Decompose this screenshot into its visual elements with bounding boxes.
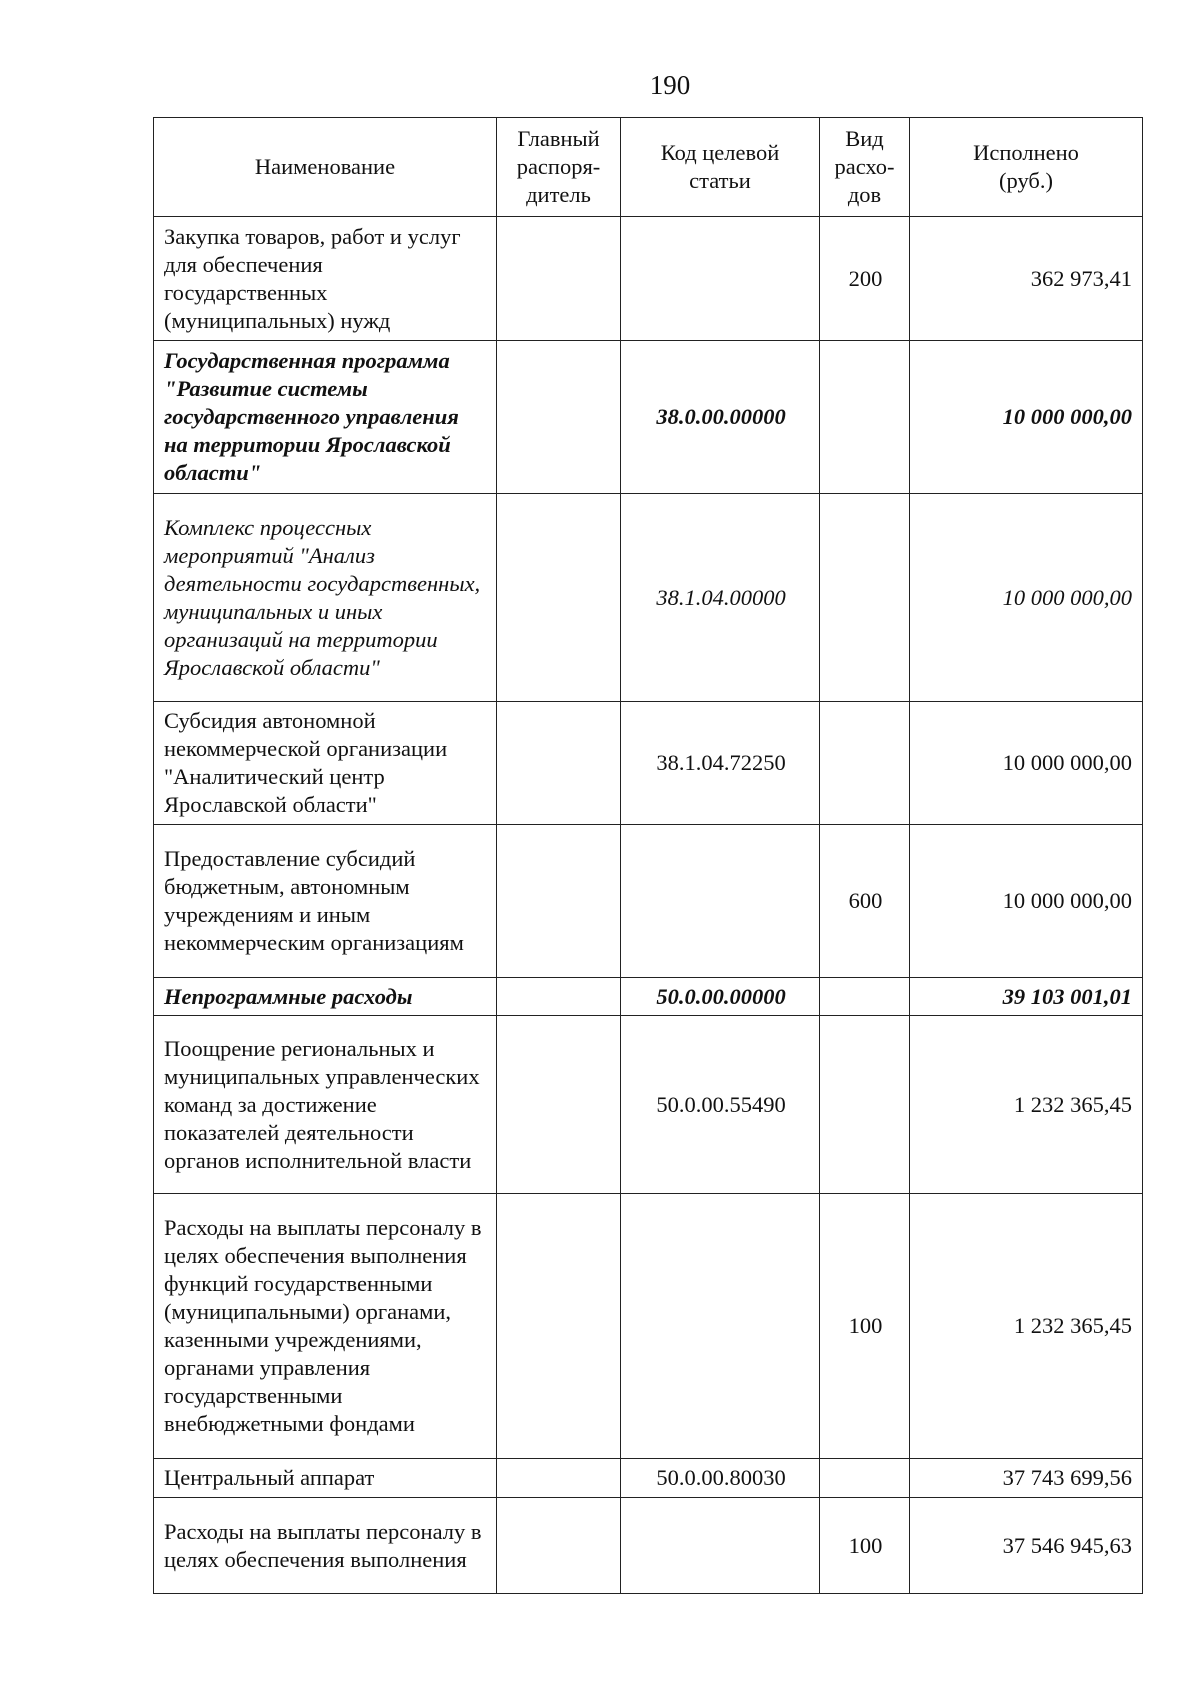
row-manager xyxy=(497,825,621,978)
table-row xyxy=(154,978,1143,1016)
row-name: Расходы на выплаты персоналу в целях обеспечения выполнения функций государственными (муниципальными) органами, казенными учреждениями, органами управления государственными внебюджетными фондами xyxy=(154,1194,497,1459)
header-amount: Исполнено (руб.) xyxy=(910,118,1143,217)
row-manager xyxy=(497,341,621,494)
expenditure-table xyxy=(153,117,1143,1594)
row-name: Государственная программа "Развитие системы государственного управления на территории Ярославской области" xyxy=(154,341,497,494)
table-row xyxy=(154,1498,1143,1594)
row-type: 100 xyxy=(820,1194,910,1459)
row-amount: 10 000 000,00 xyxy=(910,341,1143,494)
row-name: Предоставление субсидий бюджетным, автономным учреждениям и иным некоммерческим организациям xyxy=(154,825,497,978)
table-row xyxy=(154,217,1143,341)
row-name: Закупка товаров, работ и услуг для обеспечения государственных (муниципальных) нужд xyxy=(154,217,497,341)
table-row xyxy=(154,702,1143,825)
row-code xyxy=(621,1498,820,1594)
table-row xyxy=(154,494,1143,702)
table-header-row xyxy=(154,118,1143,217)
row-type xyxy=(820,978,910,1016)
row-type xyxy=(820,341,910,494)
row-type xyxy=(820,1459,910,1498)
header-code: Код целевой статьи xyxy=(621,118,820,217)
header-name: Наименование xyxy=(154,118,497,217)
row-manager xyxy=(497,494,621,702)
table-row xyxy=(154,341,1143,494)
row-type xyxy=(820,494,910,702)
row-code: 38.1.04.00000 xyxy=(621,494,820,702)
page-number: 190 xyxy=(649,70,691,100)
row-amount: 1 232 365,45 xyxy=(910,1016,1143,1194)
row-manager xyxy=(497,702,621,825)
table-row xyxy=(154,1459,1143,1498)
header-type: Вид расхо- дов xyxy=(820,118,910,217)
row-code: 50.0.00.55490 xyxy=(621,1016,820,1194)
row-amount: 362 973,41 xyxy=(910,217,1143,341)
header-manager: Главный распоря- дитель xyxy=(497,118,621,217)
row-amount: 37 546 945,63 xyxy=(910,1498,1143,1594)
table-row xyxy=(154,1194,1143,1459)
row-type: 600 xyxy=(820,825,910,978)
row-type xyxy=(820,1016,910,1194)
row-code xyxy=(621,825,820,978)
row-amount: 10 000 000,00 xyxy=(910,702,1143,825)
row-code xyxy=(621,217,820,341)
row-manager xyxy=(497,1016,621,1194)
row-amount: 39 103 001,01 xyxy=(910,978,1143,1016)
row-code: 50.0.00.80030 xyxy=(621,1459,820,1498)
row-manager xyxy=(497,1498,621,1594)
row-name: Расходы на выплаты персоналу в целях обеспечения выполнения xyxy=(154,1498,497,1594)
row-type: 100 xyxy=(820,1498,910,1594)
row-code: 50.0.00.00000 xyxy=(621,978,820,1016)
row-code xyxy=(621,1194,820,1459)
table-row xyxy=(154,825,1143,978)
row-amount: 37 743 699,56 xyxy=(910,1459,1143,1498)
row-manager xyxy=(497,978,621,1016)
row-manager xyxy=(497,1459,621,1498)
row-manager xyxy=(497,1194,621,1459)
row-name: Субсидия автономной некоммерческой организации "Аналитический центр Ярославской области" xyxy=(154,702,497,825)
row-type xyxy=(820,702,910,825)
row-name: Поощрение региональных и муниципальных управленческих команд за достижение показателей деятельности органов исполнительной власти xyxy=(154,1016,497,1194)
table-row xyxy=(154,1016,1143,1194)
row-amount: 10 000 000,00 xyxy=(910,494,1143,702)
row-manager xyxy=(497,217,621,341)
row-code: 38.1.04.72250 xyxy=(621,702,820,825)
row-code: 38.0.00.00000 xyxy=(621,341,820,494)
row-name: Непрограммные расходы xyxy=(154,978,497,1016)
row-amount: 10 000 000,00 xyxy=(910,825,1143,978)
row-name: Центральный аппарат xyxy=(154,1459,497,1498)
row-name: Комплекс процессных мероприятий "Анализ деятельности государственных, муниципальных и иных организаций на территории Ярославской области" xyxy=(154,494,497,702)
row-amount: 1 232 365,45 xyxy=(910,1194,1143,1459)
row-type: 200 xyxy=(820,217,910,341)
